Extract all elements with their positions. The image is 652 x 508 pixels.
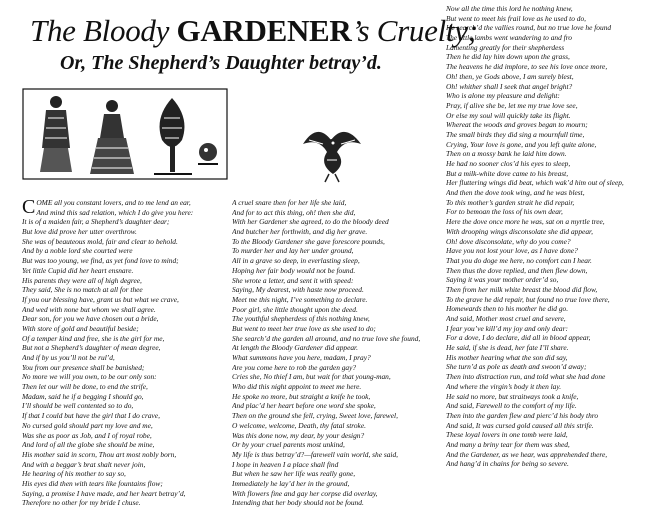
verse-line: And with a beggar’s brat shalt never join, (22, 459, 146, 469)
verse-line: And by a noble lord she courted were (22, 246, 133, 256)
verse-line: Now all the time this lord he nothing knew, (446, 4, 573, 13)
verse-line: Poor girl, she little thought upon the deed. (232, 304, 358, 314)
verse-line: Cries she, No thief I am, but wait for that young-man, (232, 372, 391, 382)
verse-line: His mother said in scorn, Thou art most nobly born, (22, 449, 177, 459)
verse-line: Then into distraction run, and told what she had done (446, 372, 606, 382)
verse-line: What summons have you here, madam, I pray? (232, 353, 371, 362)
verse-line: Saying, a promise I have made, and her heart betray’d, (22, 488, 186, 498)
verse-line: And the Gardener, as we hear, was apprehended there, (446, 449, 608, 459)
verse-line: If you our blessing have, grant us but what we crave, (22, 294, 179, 304)
verse-line: The small birds they did sing a mournfull time, (446, 129, 585, 139)
verse-line: At length the Bloody Gardener did appear. (232, 343, 358, 353)
ballad-title: The Bloody GARDENER’s Cruelty; (30, 13, 478, 48)
verse-line: With flowers fine and gay her corpse did overlay, (232, 488, 378, 498)
verse-line: Oh! dove disconsolate, why do you come? (446, 236, 571, 246)
verse-line: To murder her and lay her under ground, (232, 246, 354, 256)
verse-line: And if by us you’ll not be rul’d, (22, 353, 115, 362)
verse-line: To the grave he did repair, but found no true love there, (446, 294, 610, 304)
verse-line: The youthful shepherdess of this nothing knew, (232, 314, 370, 324)
verse-line: These loyal lovers in one tomb were laid, (446, 430, 568, 440)
verse-line: Whereat the woods and groves began to mourn; (446, 120, 588, 130)
verse-line: Lamenting greatly for their shepherdess (446, 42, 565, 52)
woodcut-people-tree (22, 88, 228, 180)
verse-line: Therefore no other for my bride I chuse. (22, 498, 141, 508)
verse-line: No more we will you own, to be our only son: (22, 372, 157, 382)
verse-line: They said, She is no match at all for thee (22, 285, 143, 295)
verse-line: She wrote a letter, and sent it with speed: (232, 275, 354, 285)
verse-line: Was she as poor as Job, and I of royal robe, (22, 430, 152, 440)
verse-line: Oh! then, ye Gods above, I am surely blest, (446, 71, 574, 81)
verse-line: And for to act this thing, oh! then she did, (232, 207, 356, 217)
verse-line: And then the dove took wing, and he was blest, (446, 188, 585, 198)
verse-line: Intending that her body should not be found. (232, 498, 364, 508)
verse-column-right (446, 4, 650, 469)
verse-line: With drooping wings disconsolate she did appear, (446, 226, 593, 236)
verse-line: Have you not lost your love, as I have done? (446, 246, 578, 256)
verse-line: A cruel snare then for her life she laid, (232, 198, 347, 207)
verse-line: Saying it was your mother order’d so, (446, 275, 559, 285)
verse-line: But when he saw her life was really gone, (232, 469, 356, 479)
verse-line: And lord of all the globe she should be mine, (22, 440, 155, 450)
verse-line: But not a Shepherd’s daughter of mean degree, (22, 343, 161, 353)
verse-line: With her Gardener she agreed, to do the bloody deed (232, 217, 389, 227)
verse-line: Was this done now, my dear, by your design? (232, 430, 365, 440)
verse-line: That you do doge me here, no comfort can I hear. (446, 255, 592, 265)
verse-line: He said no more, but straitways took a knife, (446, 391, 579, 401)
verse-line: Hoping her fair body would not be found. (232, 265, 356, 275)
verse-line: To the Bloody Gardener she gave forescore pounds, (232, 236, 385, 246)
verse-line: I hope in heaven I a place shall find (232, 459, 339, 469)
verse-line: To this mother’s garden strait he did repair, (446, 197, 575, 207)
verse-line: Madam, said he if a begging I should go, (22, 391, 144, 401)
verse-line: She was of beauteous mold, fair and clear to behold. (22, 236, 178, 246)
drop-cap: C (22, 196, 36, 218)
verse-line: Who is alone my pleasure and delight: (446, 91, 560, 101)
verse-line: He spoke no more, but straight a knife he took, (232, 391, 371, 401)
verse-line: But was too young, we find, as yet fond love to mind; (22, 256, 179, 266)
verse-line: He said, if she is dead, her fate I’ll share. (446, 343, 569, 353)
verse-line: You from our presence shall be banished; (22, 362, 145, 372)
verse-line: His mother hearing what the son did say, (446, 352, 568, 362)
verse-line: His eyes did then with tears like fountains flow; (22, 478, 163, 488)
verse-column-left (22, 198, 230, 508)
verse-line: Oh! whither shall I seek that angel bright? (446, 81, 573, 91)
verse-line: But went to meet his frail love as he used to do, (446, 13, 586, 23)
verse-line: Here the dove once more he was, sat on a myrtle tree, (446, 217, 605, 227)
verse-line: For a dove, I do declare, did all in blood appear, (446, 333, 591, 343)
verse-line: And many a briny tear for them was shed, (446, 439, 570, 449)
verse-line: And said, Mother most cruel and severe, (446, 314, 566, 323)
verse-line: The little lambs went wandering to and fro (446, 33, 572, 43)
verse-line: I’ll should be well contented so to do, (22, 401, 134, 411)
verse-line: Dear son, for you we have chosen out a bride, (22, 314, 159, 324)
verse-line: Then on the ground she fell, crying, Sweet love, farewel, (232, 411, 398, 421)
verse-line: He hearing of his mother to say so, (22, 469, 126, 479)
verse-line: No cursed gold should part my love and me, (22, 420, 153, 430)
verse-line: Or by your cruel parents most unkind, (232, 440, 345, 450)
verse-column-middle (232, 198, 440, 508)
verse-line: Yet little Cupid did her heart ensnare. (22, 265, 134, 275)
verse-line: Crying, Your love is gone, and you left quite alone, (446, 139, 597, 149)
verse-line: Her fluttering wings did beat, which wak’d him out of sleep, (446, 178, 624, 188)
verse-line: And plac’d her heart before one word she spoke, (232, 401, 376, 411)
verse-line: All in a grave so deep, in everlasting sleep, (232, 256, 360, 266)
verse-line: Are you come here to rob the garden gay? (232, 362, 357, 372)
verse-line: Then on a mossy bank he laid him down. (446, 149, 567, 159)
verse-line: Then let our will be done, to end the strife, (22, 382, 148, 392)
verse-line: Or else my soul will quickly take its flight. (446, 110, 571, 120)
verse-line: And said, Farewell to the comfort of my life. (446, 401, 577, 411)
verse-line: I fear you’ve kill’d my joy and only dear: (446, 323, 568, 333)
verse-line: She turn’d as pole as death and swoon’d away; (446, 362, 587, 372)
verse-line: Immediately he lay’d her in the ground, (232, 478, 350, 488)
verse-line: And hang’d in chains for being so severe. (446, 459, 569, 469)
verse-line: Meet me this night, I’ve something to declare. (232, 294, 368, 304)
verse-line: But love did prove her utter overthrow. (22, 227, 137, 237)
verse-line: And mind this sad relation, which I do give you here: (36, 207, 194, 217)
verse-line: Then from her milk white breast the blood did flow, (446, 284, 598, 294)
verse-line: If that I could but have the girl that I do crave, (22, 411, 160, 421)
verse-line: And butcher her forthwith, and dig her grave. (232, 227, 368, 237)
verse-line: And said, It was cursed gold caused all this strife. (446, 420, 594, 430)
verse-line: OME all you constant lovers, and to me lend an ear, (36, 198, 191, 207)
verse-line: The heavens he did implore, to see his love once more, (446, 62, 608, 72)
woodcut-bird (297, 114, 367, 184)
verse-line: Then he did lay him down upon the grass, (446, 52, 570, 62)
verse-line: She search’d the garden all around, and no true love she found, (232, 333, 421, 343)
verse-line: Then into the garden flew and pierc’d his body thro (446, 410, 599, 420)
verse-line: And where the virgin’s body it then lay. (446, 381, 562, 391)
verse-line: Of a temper kind and free, she is the girl for me, (22, 333, 165, 343)
verse-line: His parents they were all of high degree, (22, 275, 142, 285)
verse-line: Homewards then to his mother he did go. (446, 304, 569, 314)
verse-line: Who did this night appoint to meet me here. (232, 382, 362, 392)
verse-line: It is of a maiden fair, a Shepherd’s daughter dear; (22, 217, 170, 227)
verse-line: Saying, My dearest, with haste now proceed. (232, 285, 364, 295)
ballad-subtitle: Or, The Shepherd’s Daughter betray’d. (60, 52, 382, 74)
verse-line: Then thus the dove replied, and then flew down, (446, 265, 588, 275)
verse-line: For to bemoan the loss of his own dear, (446, 207, 563, 217)
verse-line: But a milk-white dove came to his breast, (446, 168, 569, 178)
verse-line: My life is thus betray’d?—farewell vain world, she said, (232, 449, 399, 459)
verse-line: He had no sooner clos’d his eyes to sleep, (446, 159, 571, 168)
verse-line: He search’d the vallies round, but no true love he found (446, 23, 612, 33)
verse-line: O welcome, welcome, Death, thy fatal stroke. (232, 420, 366, 430)
verse-line: With store of gold and beautiful beside; (22, 323, 139, 333)
verse-line: Pray, if alive she be, let me my true love see, (446, 100, 578, 110)
verse-line: And wed with none but whom we shall agree. (22, 304, 156, 314)
verse-line: But went to meet her true love as she used to do; (232, 323, 376, 333)
